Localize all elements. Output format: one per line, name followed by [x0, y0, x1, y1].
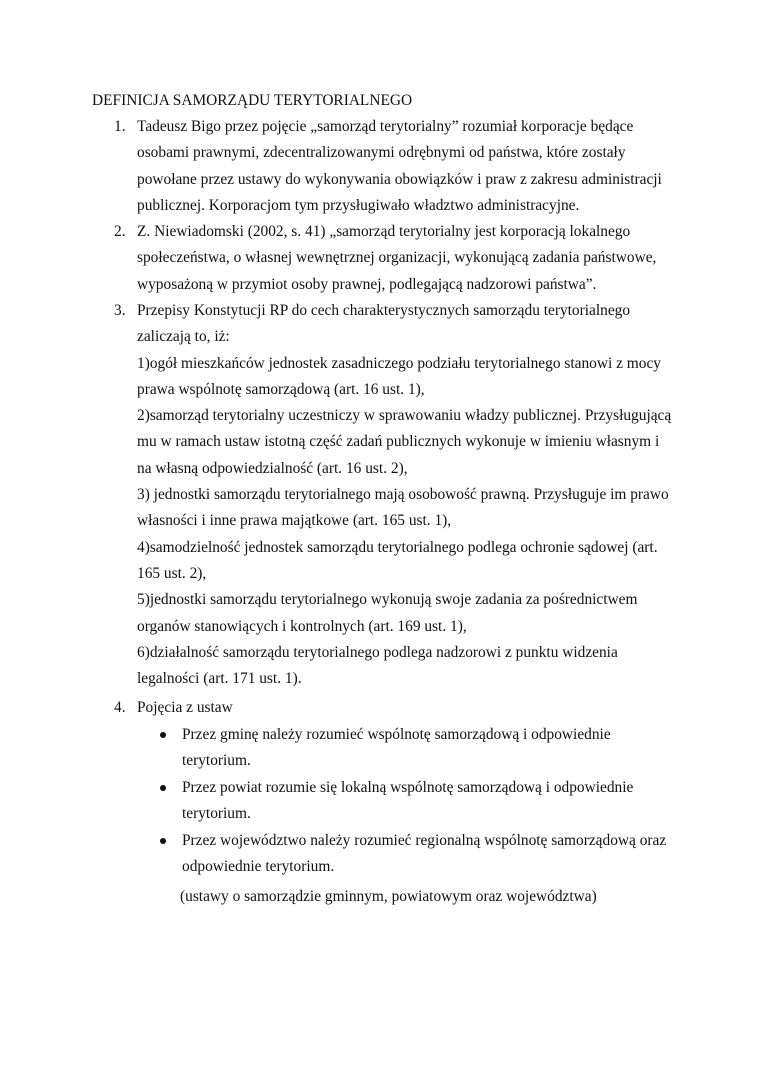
- item-text-4: [137, 695, 697, 721]
- text-line: 5)jednostki samorządu terytorialnego wykonują swoje zadania za pośrednictwem: [137, 591, 638, 609]
- text-line: wyposażoną w przymiot osoby prawnej, podlegającą nadzorowi państwa”.: [137, 275, 597, 293]
- item-number-2: 2.: [114, 223, 126, 240]
- text-line: na własną odpowiedzialność (art. 16 ust. 2),: [137, 459, 408, 477]
- text-line: legalności (art. 171 ust. 1).: [137, 670, 302, 688]
- text-line: 2)samorząd terytorialny uczestniczy w sprawowaniu władzy publicznej. Przysługującą: [137, 407, 672, 425]
- text-line: terytorium.: [182, 805, 251, 823]
- bullet-icon: [160, 838, 166, 844]
- text-line: powołane przez ustawy do wykonywania obowiązków i praw z zakresu administracji: [137, 170, 662, 188]
- text-line: publicznej. Korporacjom tym przysługiwało władztwo administracyjne.: [137, 196, 580, 214]
- item-number-3: 3.: [114, 302, 126, 319]
- bullet-icon: [160, 785, 166, 791]
- item-text-3: [137, 298, 697, 692]
- text-line: własności i inne prawa majątkowe (art. 165 ust. 1),: [137, 512, 452, 530]
- text-line: prawa wspólnotę samorządową (art. 16 ust. 1),: [137, 380, 425, 398]
- text-line: Przez powiat rozumie się lokalną wspólnotę samorządową i odpowiednie: [182, 779, 634, 796]
- text-line: 4)samodzielność jednostek samorządu terytorialnego podlega ochronie sądowej (art.: [137, 538, 658, 556]
- item-text-1: [137, 114, 697, 219]
- text-line: społeczeństwa, o własnej wewnętrznej organizacji, wykonującą zadania państwowe,: [137, 249, 657, 267]
- text-line: Tadeusz Bigo przez pojęcie „samorząd terytorialny” rozumiał korporacje będące: [137, 118, 634, 135]
- text-line: Przez gminę należy rozumieć wspólnotę samorządową i odpowiednie: [182, 726, 611, 743]
- bullet-item-1: [182, 722, 702, 775]
- text-line: odpowiednie terytorium.: [182, 858, 335, 876]
- bullet-item-3: [182, 828, 702, 881]
- item-text-2: [137, 219, 697, 298]
- text-line: 165 ust. 2),: [137, 564, 207, 582]
- text-line: Pojęcia z ustaw: [137, 699, 233, 716]
- bullet-item-2: [182, 775, 702, 828]
- text-line: Z. Niewiadomski (2002, s. 41) „samorząd terytorialny jest korporacją lokalnego: [137, 223, 631, 240]
- item-number-4: 4.: [114, 699, 126, 716]
- statute-note: (ustawy o samorządzie gminnym, powiatowym oraz województwa): [180, 888, 597, 905]
- text-line: Przez województwo należy rozumieć regionalną wspólnotę samorządową oraz: [182, 832, 667, 849]
- item-number-1: 1.: [114, 118, 126, 135]
- document-title: DEFINICJA SAMORZĄDU TERYTORIALNEGO: [92, 92, 413, 109]
- text-line: 3) jednostki samorządu terytorialnego mają osobowość prawną. Przysługuje im prawo: [137, 486, 669, 504]
- text-line: zaliczają to, iż:: [137, 328, 230, 346]
- text-line: organów stanowiących i kontrolnych (art. 169 ust. 1),: [137, 617, 467, 635]
- bullet-icon: [160, 732, 166, 738]
- text-line: 1)ogół mieszkańców jednostek zasadniczego podziału terytorialnego stanowi z mocy: [137, 354, 661, 372]
- text-line: Przepisy Konstytucji RP do cech charakterystycznych samorządu terytorialnego: [137, 302, 631, 319]
- text-line: 6)działalność samorządu terytorialnego podlega nadzorowi z punktu widzenia: [137, 643, 618, 661]
- text-line: terytorium.: [182, 752, 251, 770]
- text-line: mu w ramach ustaw istotną część zadań publicznych wykonuje w imieniu własnym i: [137, 433, 660, 451]
- text-line: osobami prawnymi, zdecentralizowanymi odrębnymi od państwa, które zostały: [137, 144, 626, 162]
